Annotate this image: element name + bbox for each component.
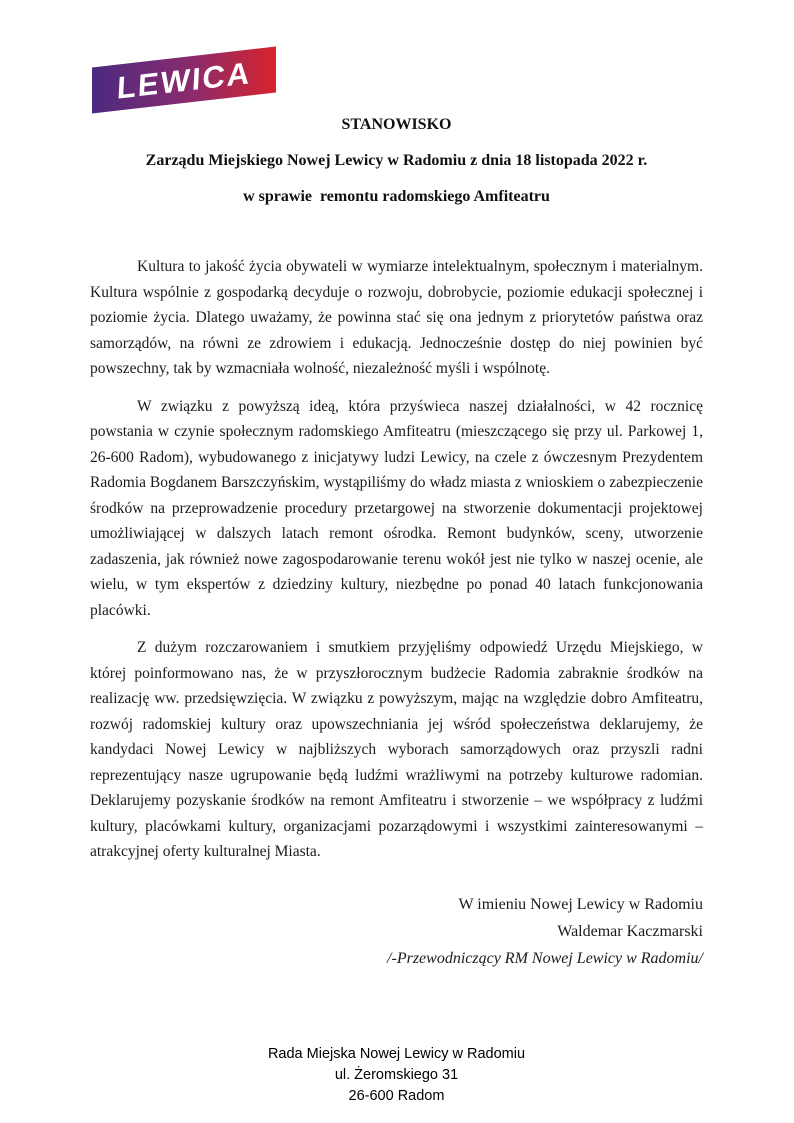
signature-name: Waldemar Kaczmarski — [557, 922, 703, 940]
paragraph-amphitheatre-request: W związku z powyższą ideą, która przyświeca naszej działalności, w 42 rocznicę powstania w czynie społecznym radomskiego Amfiteatru (mieszczącego się przy ul. Parkowej 1, 26-600 Radom), wybudowanego z inicjatywy ludzi Lewicy, na czele z ówczesnym Prezydentem Radomia Bogdanem Barszczyńskim, wystąpiliśmy do władz miasta z wnioskiem o zabezpieczenie środków na przeprowadzenie procedury przetargowej na stworzenie dokumentacji projektowej umożliwiającej w dalszych latach remont ośrodka. Remont budynków, sceny, utworzenie zadaszenia, jak również nowe zagospodarowanie terenu wokół jest nie tylko w naszej ocenie, ale wielu, w tym ekspertów z dziedziny kultury, niezbędne po ponad 40 latach funkcjonowania placówki. — [90, 397, 703, 619]
document-body — [90, 254, 703, 865]
footer-city: 26-600 Radom — [348, 1087, 445, 1104]
document-subtitle: Zarządu Miejskiego Nowej Lewicy w Radomiu z dnia 18 listopada 2022 r. — [145, 152, 648, 169]
footer-address — [90, 1044, 703, 1107]
document-subject-line: w sprawie remontu radomskiego Amfiteatru — [243, 188, 550, 205]
signature-role: /-Przewodniczący RM Nowej Lewicy w Radomiu/ — [387, 949, 703, 967]
footer-street: ul. Żeromskiego 31 — [334, 1066, 459, 1083]
signature-block — [90, 891, 703, 972]
document-content — [90, 0, 703, 1107]
footer-organization: Rada Miejska Nowej Lewicy w Radomiu — [267, 1045, 526, 1062]
document-title: STANOWISKO — [341, 116, 452, 133]
paragraph-response-declaration: Z dużym rozczarowaniem i smutkiem przyjęliśmy odpowiedź Urzędu Miejskiego, w której poinformowano nas, że w przyszłorocznym budżecie Radomia zabraknie środków na realizację ww. przedsięwzięcia. W związku z powyższym, mając na względzie dobro Amfiteatru, rozwój radomskiej kultury oraz upowszechniania jej wśród społeczeństwa deklarujemy, że kandydaci Nowej Lewicy w najbliższych wyborach samorządowych oraz przyszli radni reprezentujący nasze ugrupowanie będą ludźmi wrażliwymi na potrzeby kulturowe radomian. Deklarujemy pozyskanie środków na remont Amfiteatru i stworzenie – we współpracy z ludźmi kultury, placówkami kultury, organizacjami pozarządowymi i wszystkimi zainteresowanymi – atrakcyjnej oferty kulturalnej Miasta. — [90, 639, 703, 860]
lewica-logo-text: LEWICA — [115, 54, 253, 106]
paragraph-culture-importance: Kultura to jakość życia obywateli w wymiarze intelektualnym, społecznym i materialnym. Kultura wspólnie z gospodarką decyduje o rozwoju, dobrobycie, poziomie edukacji społecznej i poziomie życia. Dlatego uważamy, że powinna stać się ona jednym z priorytetów państwa oraz samorządów, na równi ze zdrowiem i edukacją. Jednocześnie dostęp do niej powinien być powszechny, tak by wzmacniała wolność, niezależność myśli i wspólnotę. — [90, 258, 703, 377]
signature-on-behalf: W imieniu Nowej Lewicy w Radomiu — [458, 895, 703, 913]
